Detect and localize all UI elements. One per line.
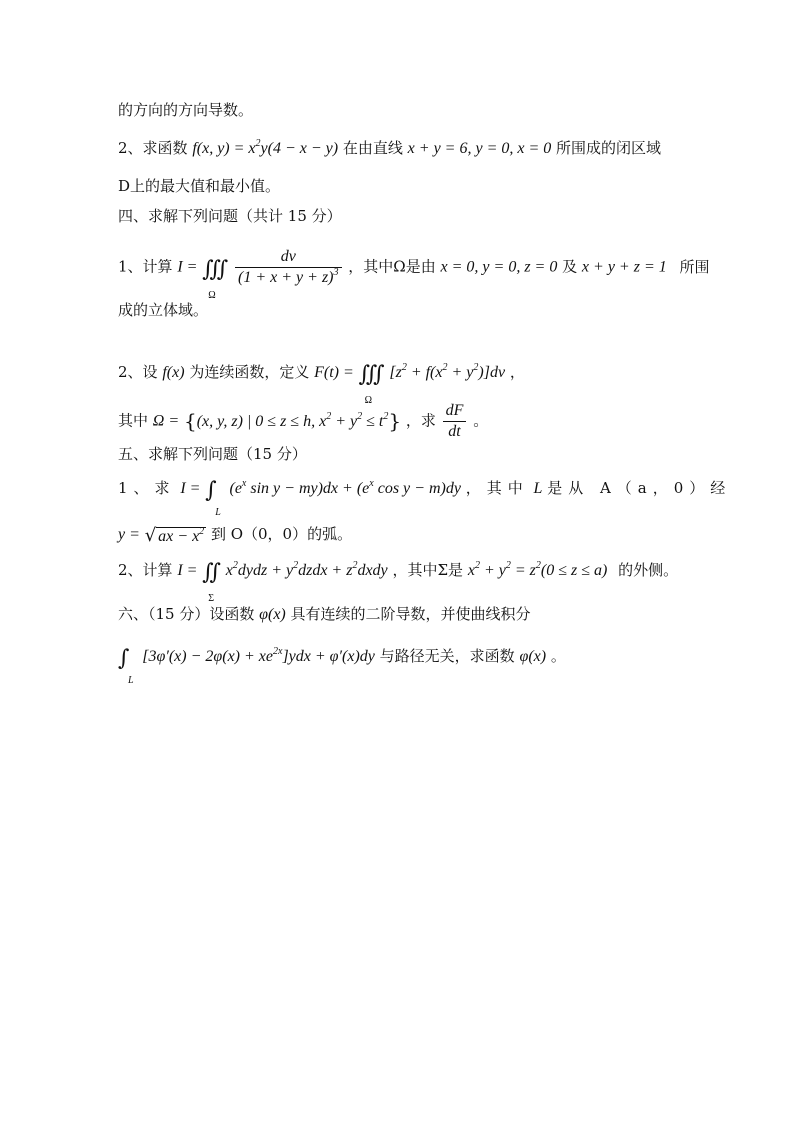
text: 及 [562, 257, 578, 276]
math-y: y = [118, 526, 140, 543]
text: 具有连续的二阶导数，并使曲线积分 [290, 605, 531, 623]
text-line-max-min [118, 176, 280, 196]
math-integrand: $[3\varphi'(x) - 2\varphi(x) + xe^{2x}]ydx + \varphi'(x)dy$ [142, 646, 375, 665]
math-phi: φ(x) [519, 648, 547, 665]
problem-5-2-surface-integral [118, 560, 679, 604]
text: 是从 A（a，0）经 [547, 479, 732, 497]
math-function: f(x, $y) = x^2y(4 - x - y)$ [192, 138, 339, 157]
math-f: f(x) [162, 364, 185, 381]
double-integral-sign: ∬ Σ [202, 560, 215, 604]
problem-6-line-integral [118, 646, 566, 686]
text: ， [509, 363, 525, 381]
text: 到 O（0，0）的弧。 [210, 525, 353, 543]
math-F: F(t) = [314, 364, 354, 381]
text: 其中 [118, 411, 149, 430]
text: 2、求函数 [118, 139, 188, 157]
problem-4-1-triple-integral [118, 248, 710, 301]
text: D上的最大值和最小值。 [118, 177, 281, 195]
text: 1、计算 [118, 257, 173, 276]
fraction: $\frac{dv}{(1 + x + y + z)^3}$ [235, 248, 341, 287]
math-L: L [533, 480, 543, 497]
fraction-dF-dt: $\frac{dF}{dt}$ [443, 402, 467, 441]
text: 在由直线 [342, 139, 403, 157]
text: 所围成的闭区域 [556, 139, 662, 157]
line-integral-sign: ∫ L [118, 646, 134, 686]
text-line-directional-derivative [118, 100, 253, 120]
text: 。 [550, 647, 566, 665]
text: ，其中Σ是 [392, 561, 464, 579]
text: 的外侧。 [618, 561, 679, 579]
text: 2、设 [118, 363, 158, 381]
problem-2-extrema [118, 138, 661, 159]
math-omega: Ω = [152, 412, 180, 430]
math-I: I = [177, 562, 198, 579]
text: 为连续函数，定义 [189, 363, 310, 381]
heading: 五、求解下列问题（15 分） [118, 445, 307, 463]
text: 。 [473, 411, 489, 430]
problem-4-2-domain [118, 402, 488, 441]
math-phi: φ(x) [259, 606, 286, 623]
text: 与路径无关，求函数 [379, 647, 515, 665]
math-integrand: $x^2dydz$ + $y^2dzdx$ + $z^2dxdy$ [225, 560, 388, 579]
square-root: √ ax − $x^2$ [144, 525, 205, 546]
math-planes: x = 0, y = 0, z = 0 [440, 258, 558, 276]
section-heading-5 [118, 444, 307, 464]
section-heading-4 [118, 206, 342, 226]
text: 的方向的方向导数。 [118, 101, 254, 119]
text: 成的立体域。 [118, 301, 209, 319]
text: 所围 [679, 257, 710, 276]
math-I: I = [180, 480, 201, 497]
math-plane: x + y + z = 1 [581, 258, 667, 276]
heading: 四、求解下列问题（共计 15 分） [118, 207, 342, 225]
text-line-solid-region [118, 300, 208, 320]
problem-4-2-definition [118, 362, 525, 406]
math-integrand: ($e^x$ $\sin y - my)dx + (e^x$ cos y − m)dy [229, 478, 461, 497]
text: ，其中Ω是由 [348, 257, 436, 276]
math-set: {(x, y, z) | 0 ≤ z ≤ h, $x^2 + y^2 \le t^2$} [183, 408, 402, 433]
math-I: I = [177, 258, 198, 276]
text: 1、求 [118, 479, 176, 497]
problem-5-1-line-integral [118, 478, 732, 518]
problem-5-1-arc [118, 524, 352, 547]
math-cone: $x^2 + y^2 = z^2(0 \le z \le a)$ [467, 560, 608, 579]
math-lines: x + y = 6, y = 0, x = 0 [407, 140, 552, 157]
problem-6-statement [118, 604, 531, 625]
line-integral-sign: ∫ L [205, 478, 221, 518]
text: ，其中 [465, 479, 529, 497]
text: ，求 [405, 411, 436, 430]
triple-integral-sign: ∭ Ω [202, 256, 223, 301]
text: 2、计算 [118, 561, 173, 579]
math-integrand: $[z^2 + f(x^2 + y^2)]dv$ [389, 362, 506, 381]
text: 六、（15 分）设函数 [118, 605, 255, 623]
triple-integral-sign: ∭ Ω [358, 362, 379, 406]
